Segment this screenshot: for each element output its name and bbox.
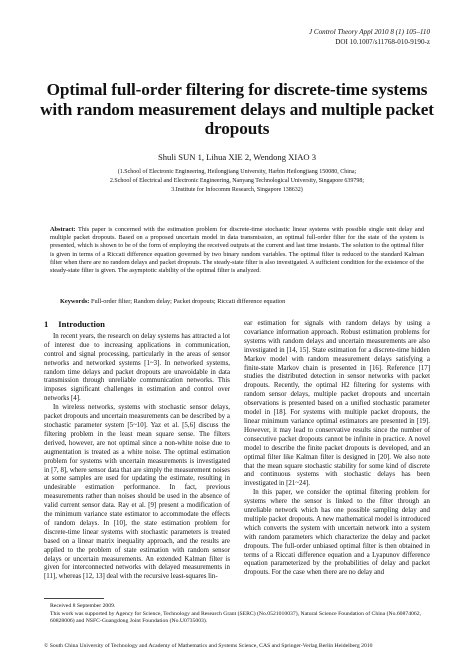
footnote-received: Received 8 September 2009. — [50, 603, 116, 609]
abstract-label: Abstract: — [50, 226, 76, 233]
intro-paragraph-3: ear estimation for signals with random delays by using a covariance information approach. Robust estimation problems for systems with random delays and uncertain measurements are also investigated in [14, 15]. State estimation for a discrete-time hidden Markov model with random measurement delays satisfying a finite-state Markov chain is presented in [16]. Reference [17] studies the distributed detection in sensor networks with packet dropouts. Recently, the optimal H2 filtering for systems with random sensor delays, multiple packet dropouts and uncertain observations is presented based on a unified stochastic parameter model in [18]. For systems with multiple packet dropouts, the linear minimum variance optimal estimators are presented in [19]. However, it may lead to conservative results since the number of consecutive packet dropouts cannot be infinite in practice. A novel model to describe the finite packet dropouts is developed, and an optimal filter like Kalman filter is designed in [20]. We also note that the mean square stochastic stability for some kind of discrete and continuous systems with stochastic delays has been investigated in [21~24]. — [244, 320, 430, 488]
section-heading — [44, 320, 230, 329]
journal-citation: J Control Theory Appl 2010 8 (1) 105–110 — [308, 28, 430, 36]
author-list: Shuli SUN 1, Lihua XIE 2, Wendong XIAO 3 — [157, 152, 317, 162]
affiliation-3: 3.Institute for Infocomm Research, Singapore 138632) — [171, 187, 303, 193]
footnote-rule — [44, 598, 104, 599]
keywords-text: Full-order filter; Random delay; Packet dropouts; Riccati difference equation — [90, 298, 286, 305]
paper-title: Optimal full-order filtering for discrete-time systems with random measurement delays and multiple packet dropouts — [40, 80, 434, 138]
section-number: 1 — [44, 319, 49, 329]
affiliation-1: (1.School of Electronic Engineering, Heilongjiang University, Harbin Heilongjiang 150080, China; — [117, 169, 357, 175]
keywords-label: Keywords: — [60, 298, 90, 305]
footnote-funding: This work was supported by Agency for Science, Technology and Research Grant (SERC) (No.0521010037), Natural Science Foundation of China (No.60874062, 60828006) and NSFC-Guangdong Joint Foundation (No.U0735003). — [50, 611, 422, 625]
abstract — [50, 226, 424, 275]
doi-line: DOI 10.1007/s11768-010-9190-z — [335, 38, 430, 46]
intro-paragraph-4: In this paper, we consider the optimal filtering problem for systems where the sensor is linked to the filter through an unreliable network which has one possible sampling delay and multiple packet dropouts. A new mathematical model is introduced which converts the system with uncertain network into a system with random parameters which characterize the delay and packet dropouts. The full-order unbiased optimal filter is then obtained in terms of a Riccati difference equation and a Lyapunov difference equation parameterized by the probabilities of delay and packet dropouts. For the case when there are no delay and — [244, 489, 430, 577]
intro-paragraph-1: In recent years, the research on delay systems has attracted a lot of interest due to increasing applications in communication, control and signal processing, particularly in the areas of sensor networks and networked systems [1~3]. In networked systems, random time delays and packet dropouts are unavoidable in data transmission through unreliable communication networks. This imposes significant challenges in estimation and control over networks [4]. — [44, 332, 230, 403]
intro-paragraph-2: In wireless networks, systems with stochastic sensor delays, packet dropouts and uncertain measurements can be described by a stochastic parameter system [5~10]. Yaz et al. [5,6] discuss the filtering problem in the least mean square sense. The filters derived, however, are not optimal since a non-white noise due to augmentation is treated as a white noise. The optimal estimation problem for systems with uncertain measurements is investigated in [7, 8], where sensor data that are simply the measurement noises at some samples are used for updating the estimate, resulting in undesirable estimation performance. In fact, previous measurements rather than noises should be used in the absence of valid current sensor data. Ray et al. [9] present a modification of the minimum variance state estimator to accommodate the effects of random delays. In [10], the state estimation problem for discrete-time linear systems with stochastic parameters is treated based on a linear matrix inequality approach, and the results are applied to the problem of state estimation with random sensor delays or uncertain measurements. An extended Kalman filter is given for interconnected networks with delayed measurements in [11], whereas [12, 13] deal with the recursive least-squares lin- — [44, 404, 230, 581]
section-title: Introduction — [58, 319, 105, 329]
right-column — [244, 320, 430, 578]
keywords — [60, 298, 420, 306]
journal-header — [309, 27, 430, 47]
affiliation-2: 2.School of Electrical and Electronic Engineering, Nanyang Technological University, Singapore 639798; — [109, 178, 365, 184]
abstract-text: This paper is concerned with the estimation problem for discrete-time stochastic linear systems with possible single unit delay and multiple packet dropouts. Based on a proposed uncertain model in data transmission, an optimal full-order filter for the state of the system is presented, which is shown to be of the form of employing the received outputs at the current and last time instants. The solution to the optimal filter is given in terms of a Riccati difference equation governed by two binary random variables. The optimal filter is reduced to the standard Kalman filter when there are no random delays and packet dropouts. The steady-state filter is also investigated. A sufficient condition for the existence of the steady-state filter is given. The asymptotic stability of the optimal filter is analyzed. — [50, 226, 424, 275]
copyright-notice: © South China University of Technology and Academy of Mathematics and Systems Science, CAS and Springer-Verlag Berlin Heidelberg 2010 — [44, 643, 373, 649]
left-column — [44, 320, 230, 582]
